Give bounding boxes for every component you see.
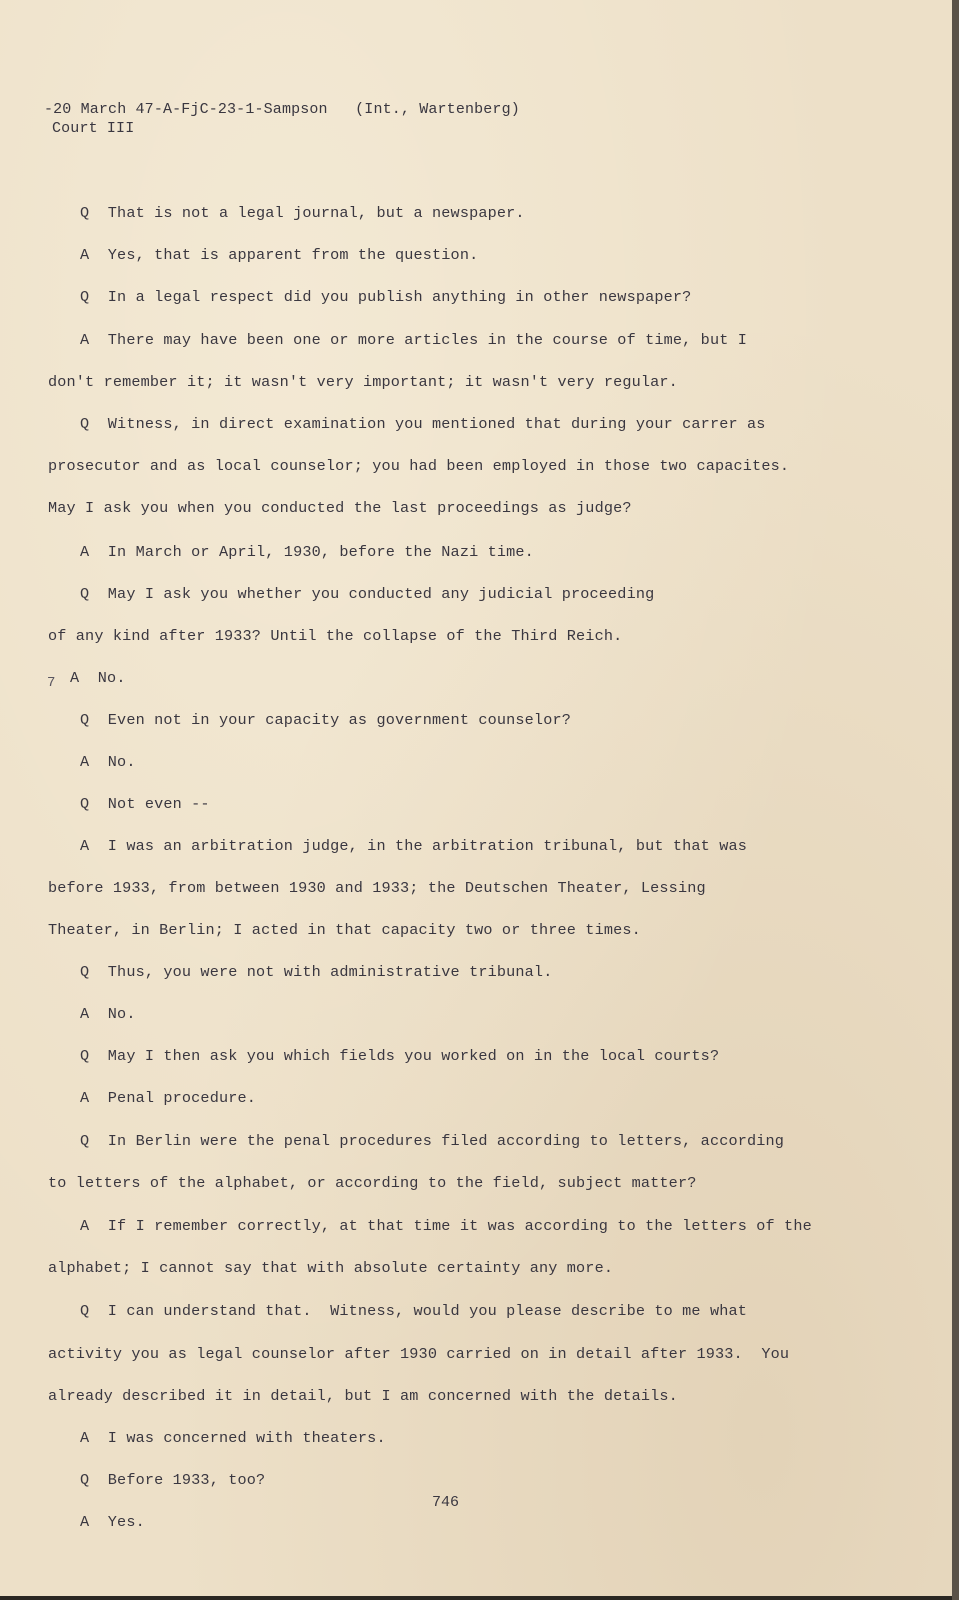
transcript-line: A No. [70,669,126,687]
transcript-line: activity you as legal counselor after 1930 carried on in detail after 1933. You [48,1345,790,1363]
transcript-line: Q I can understand that. Witness, would you please describe to me what [80,1302,748,1320]
transcript-line: Q Even not in your capacity as government counselor? [80,711,571,729]
transcript-line: A In March or April, 1930, before the Nazi time. [80,543,534,561]
transcript-line: Q In a legal respect did you publish anything in other newspaper? [80,288,692,306]
transcript-line: don't remember it; it wasn't very important; it wasn't very regular. [48,373,678,391]
transcript-line: of any kind after 1933? Until the collapse of the Third Reich. [48,627,623,645]
transcript-line: Q Not even -- [80,795,210,813]
transcript-line: Theater, in Berlin; I acted in that capacity two or three times. [48,921,641,939]
transcript-line: A I was concerned with theaters. [80,1429,386,1447]
page-number: 746 [432,1494,460,1511]
transcript-line: May I ask you when you conducted the last proceedings as judge? [48,499,632,517]
transcript-line: Q Thus, you were not with administrative tribunal. [80,963,553,981]
transcript-line: A Penal procedure. [80,1089,257,1107]
transcript-line: Q May I ask you whether you conducted any judicial proceeding [80,585,655,603]
transcript-line: to letters of the alphabet, or according to the field, subject matter? [48,1174,697,1192]
transcript-line: A Yes, that is apparent from the question. [80,246,479,264]
margin-mark: 7 [47,675,56,691]
transcript-line: Q In Berlin were the penal procedures filed according to letters, according [80,1132,785,1150]
header-line-1: -20 March 47-A-FjC-23-1-Sampson (Int., Wartenberg) [44,101,520,118]
transcript-line: Q Witness, in direct examination you mentioned that during your carrer as [80,415,766,433]
transcript-line: Q Before 1933, too? [80,1471,266,1489]
header-line-2: Court III [52,120,135,137]
transcript-line: A If I remember correctly, at that time it was according to the letters of the [80,1217,812,1235]
transcript-line: Q May I then ask you which fields you worked on in the local courts? [80,1047,720,1065]
transcript-line: A Yes. [80,1513,145,1531]
transcript-line: prosecutor and as local counselor; you had been employed in those two capacites. [48,457,790,475]
transcript-line: already described it in detail, but I am concerned with the details. [48,1387,678,1405]
transcript-line: Q That is not a legal journal, but a newspaper. [80,204,525,222]
transcript-line: A No. [80,1005,136,1023]
page-edge [952,0,959,1600]
transcript-line: before 1933, from between 1930 and 1933; the Deutschen Theater, Lessing [48,879,706,897]
transcript-line: A No. [80,753,136,771]
transcript-line: A I was an arbitration judge, in the arbitration tribunal, but that was [80,837,748,855]
transcript-line: A There may have been one or more articles in the course of time, but I [80,331,748,349]
transcript-line: alphabet; I cannot say that with absolute certainty any more. [48,1259,614,1277]
